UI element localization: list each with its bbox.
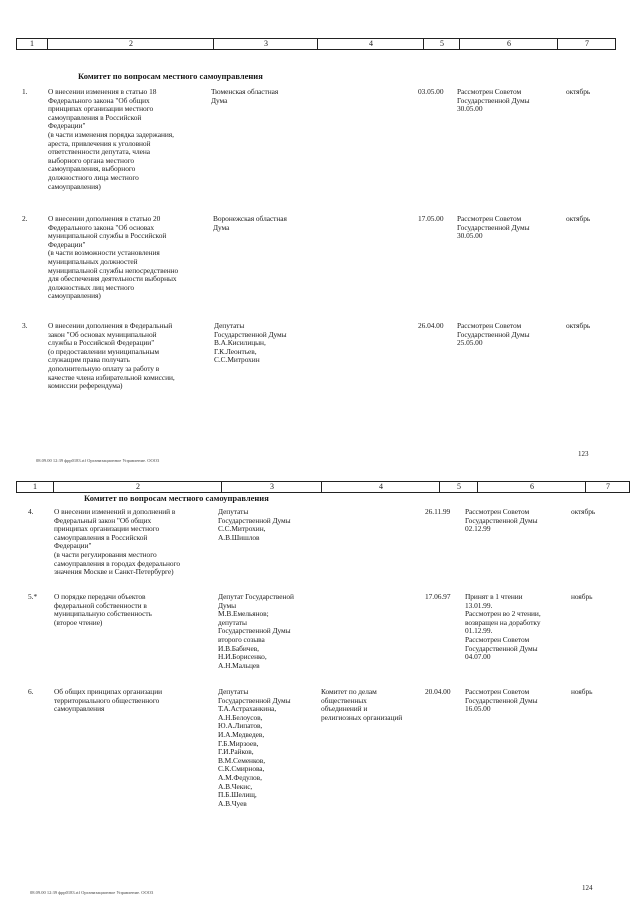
bill-month: октябрь [566,214,591,223]
bill-author: Депутаты Государственной Думы В.А.Кисилицын, Г.К.Леонтьев, С.С.Митрохин [214,321,287,365]
row-number: 6. [28,687,34,696]
bill-title: О порядке передачи объектов федеральной собственности в муниципальную собственность (второе чтение) [54,592,152,627]
row-number: 4. [28,507,34,516]
column-header-cell: 4 [317,39,424,49]
bill-status: Рассмотрен Советом Государственной Думы 30.05.00 [457,214,530,241]
page-number: 123 [578,450,589,458]
column-header-cell: 7 [585,482,630,492]
bill-status: Рассмотрен Советом Государственной Думы 30.05.00 [457,87,530,114]
bill-status: Принят в 1 чтении 13.01.99. Рассмотрен во 2 чтении, возвращен на доработку 01.12.99. Рассмотрен Советом Государственной Думы 04.07.00 [465,592,541,662]
bill-title: О внесении изменений и дополнений в Федеральный закон "Об общих принципах организации местного самоуправления в Российской Федерации" (в части регулирования местного самоуправления в городах федерального значения Москве и Санкт-Петербурге) [54,507,180,577]
row-number: 2. [22,214,28,223]
row-number: 5.* [28,592,38,601]
column-header-cell: 1 [33,482,37,491]
column-header-cell: 6 [477,482,586,492]
bill-committee: Комитет по делам общественных объединений и религиозных организаций [321,687,403,722]
row-number: 3. [22,321,28,330]
column-header-cell: 4 [321,482,440,492]
bill-author: Депутаты Государственной Думы Т.А.Астраханкина, А.Н.Белоусов, Ю.А.Липатов, И.А.Медведев, Г.Б.Мирзоев, Г.И.Райков, В.М.Семенков, С.К.Смирнова, А.М.Федулов, А.В.Чекис, П.Б.Шелищ, А.В.Чуев [218,687,291,808]
page-number: 124 [582,884,593,892]
bill-month: ноябрь [571,687,593,696]
bill-date: 03.05.00 [418,87,444,96]
bill-title: О внесении дополнения в Федеральный закон "Об основах муниципальной службы в Российской Федерации" (о предоставлении муниципальным служащим права получать дополнительную оплату за работу в качестве члена избирательной комиссии, комиссии референдума) [48,321,175,391]
bill-author: Воронежская областная Дума [213,214,287,232]
section-title: Комитет по вопросам местного самоуправления [78,71,263,81]
bill-status: Рассмотрен Советом Государственной Думы 25.05.00 [457,321,530,348]
bill-date: 20.04.00 [425,687,451,696]
bill-month: ноябрь [571,592,593,601]
section-title: Комитет по вопросам местного самоуправления [84,493,269,503]
bill-title: О внесении изменения в статью 18 Федерального закона "Об общих принципах организации местного самоуправления в Российской Федерации" (в части изменения порядка задержания, ареста, привлечения к уголовной ответственности депутата, члена выборного органа местного самоуправления, выборного должностного лица местного самоуправления) [48,87,174,191]
column-header-cell: 7 [557,39,616,49]
bill-title: Об общих принципах организации территориального общественного самоуправления [54,687,163,714]
column-header-cell: 2 [53,482,222,492]
bill-title: О внесении дополнения в статью 20 Федерального закона "Об основах муниципальной службы в Российской Федерации" (в части возможности установления муниципальных должностей муниципальной службы непосредственно для обеспечения деятельности выборных должностных лиц местного самоуправления) [48,214,179,301]
bill-month: октябрь [566,321,591,330]
bill-date: 26.04.00 [418,321,444,330]
page-footer: 08.09.00 12:39 фрр0183.rtf Организационное Управление. ООО3 [36,458,160,463]
bill-date: 17.05.00 [418,214,444,223]
bill-author: Тюменская областная Дума [211,87,279,105]
column-header-cell: 5 [423,39,460,49]
column-header-cell: 3 [221,482,322,492]
column-number-header [16,38,616,50]
bill-status: Рассмотрен Советом Государственной Думы 02.12.99 [465,507,538,534]
row-number: 1. [22,87,28,96]
bill-date: 17.06.97 [425,592,451,601]
page-footer: 08.09.00 12:39 фрр0183.rtf Организационное Управление. ООО3 [30,890,154,895]
bill-status: Рассмотрен Советом Государственной Думы 16.05.00 [465,687,538,714]
bill-month: октябрь [571,507,596,516]
bill-author: Депутат Государственой Думы М.В.Емельянов; депутаты Государственной Думы второго созыва И.В.Бабичев, Н.И.Борисенко, А.Н.Мальцев [218,592,294,670]
column-header-cell: 3 [213,39,318,49]
bill-month: октябрь [566,87,591,96]
column-number-header [16,481,630,493]
column-header-cell: 5 [439,482,478,492]
column-header-cell: 6 [459,39,558,49]
column-header-cell: 2 [47,39,214,49]
column-header-cell: 1 [30,39,34,48]
bill-author: Депутаты Государственной Думы С.С.Митрохин, А.В.Шишлов [218,507,291,542]
bill-date: 26.11.99 [425,507,451,516]
